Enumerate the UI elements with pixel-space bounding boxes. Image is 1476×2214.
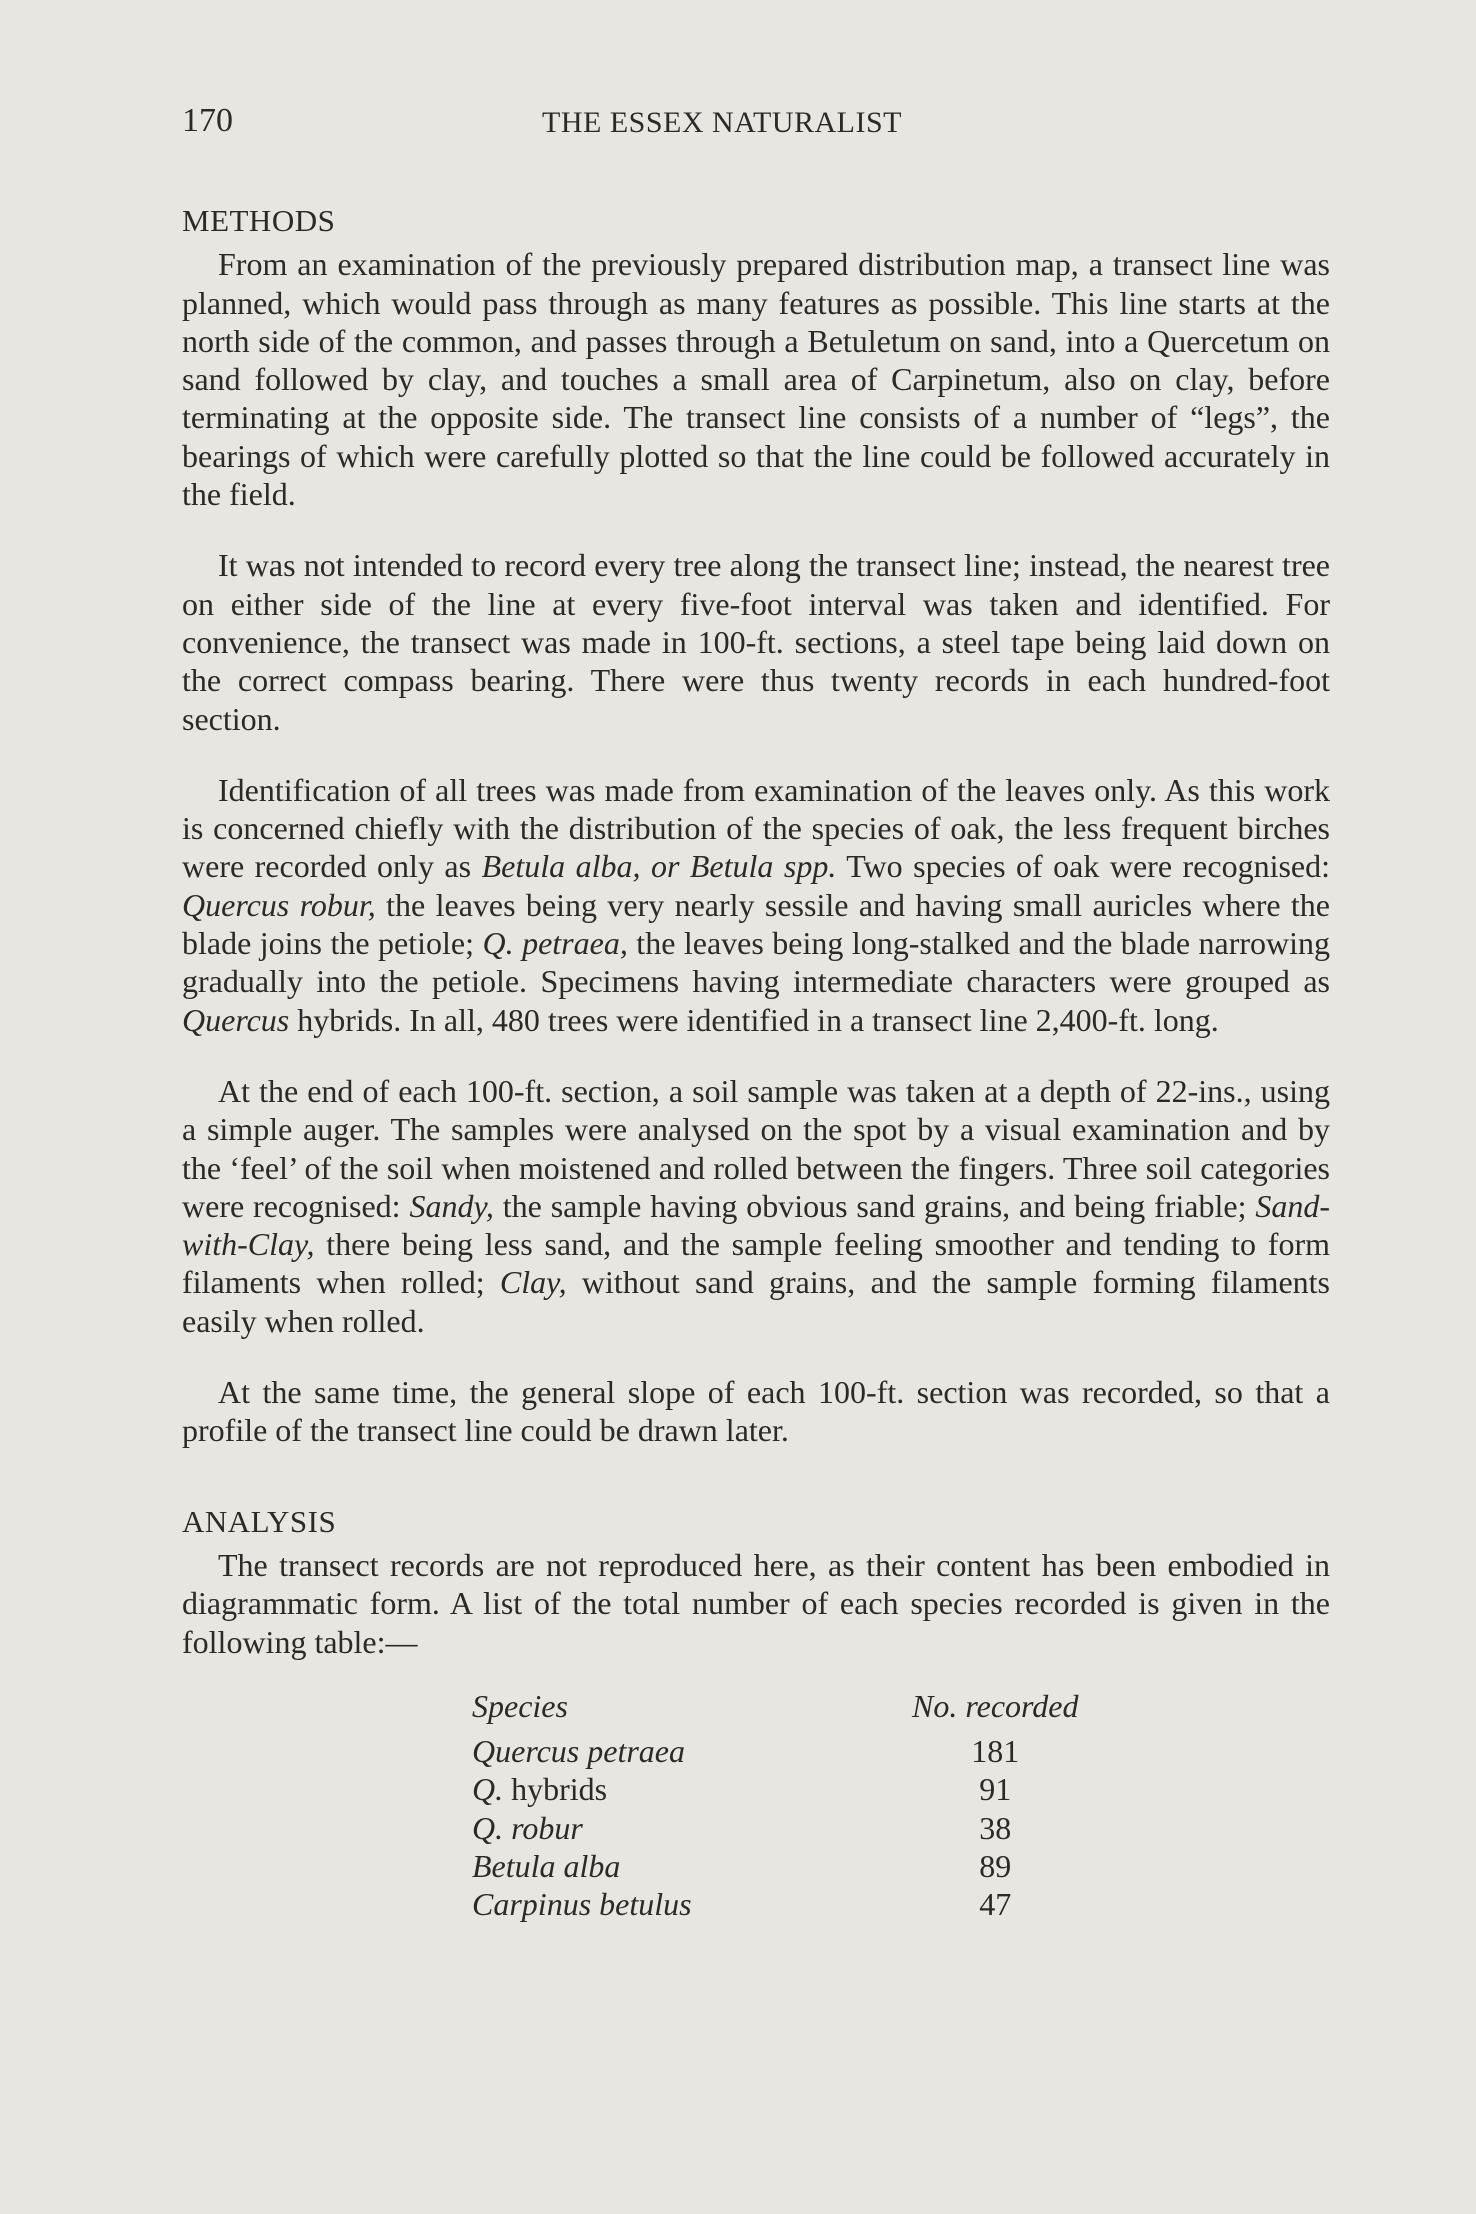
page-number: 170	[182, 102, 233, 139]
species-count: 38	[979, 1809, 1012, 1846]
methods-paragraph-4: At the end of each 100-ft. section, a soil sample was taken at a depth of 22-ins., using a simple auger. The samples were analysed on the spot by a visual examination and by the ‘feel’ of the soil when moistened and rolled between the fingers. Three soil categories were recognised: Sandy, the sample having obvious sand grains, and being friable; Sand-with-Clay, there being less sand, and the sample feeling smoother and tending to form filaments when rolled; Clay, without sand grains, and the sample forming filaments easily when rolled.	[182, 1072, 1331, 1339]
analysis-paragraph-1: The transect records are not reproduced here, as their content has been embodied in diagrammatic form. A list of the total number of each species recorded is given in the following table:—	[182, 1546, 1330, 1660]
species-column-header: Species	[472, 1687, 568, 1724]
methods-paragraph-3: Identification of all trees was made from examination of the leaves only. As this work is concerned chiefly with the distribution of the species of oak, the less frequent birches were recorded only as Betula alba, or Betula spp. Two species of oak were recognised: Quercus robur, the leaves being very nearly sessile and having small auricles where the blade joins the petiole; Q. petraea, the leaves being long-stalked and the blade narrowing gradually into the petiole. Specimens having intermediate characters were grouped as Quercus hybrids. In all, 480 trees were identified in a transect line 2,400-ft. long.	[182, 771, 1331, 1038]
species-row	[472, 1847, 1078, 1885]
methods-paragraph-2: It was not intended to record every tree along the transect line; instead, the nearest tree on either side of the line at every five-foot interval was taken and identified. For convenience, the transect was made in 100-ft. sections, a steel tape being laid down on the correct compass bearing. There were thus twenty records in each hundred-foot section.	[182, 547, 1330, 737]
species-table-header	[472, 1687, 1078, 1732]
page-header	[182, 102, 1330, 142]
species-count: 181	[971, 1733, 1020, 1770]
species-name: Q. robur	[472, 1809, 583, 1846]
count-column-header: No. recorded	[912, 1687, 1079, 1724]
methods-paragraph-5: At the same time, the general slope of each 100-ft. section was recorded, so that a profile of the transect line could be drawn later.	[182, 1374, 1330, 1449]
species-name: Quercus petraea	[472, 1733, 685, 1770]
article-body	[182, 202, 1330, 1924]
species-row	[472, 1770, 1078, 1808]
species-count: 47	[979, 1886, 1012, 1923]
methods-heading: METHODS	[182, 203, 336, 238]
species-name: Q. hybrids	[472, 1771, 608, 1808]
methods-paragraph-1: From an examination of the previously prepared distribution map, a transect line was planned, which would pass through as many features as possible. This line starts at the north side of the common, and passes through a Betuletum on sand, into a Quercetum on sand followed by clay, and touches a small area of Carpinetum, also on clay, before terminating at the opposite side. The transect line consists of a number of “legs”, the bearings of which were carefully plotted so that the line could be followed accurately in the field.	[182, 246, 1330, 513]
species-count: 89	[979, 1847, 1012, 1884]
analysis-heading: ANALYSIS	[182, 1503, 337, 1539]
species-count: 91	[979, 1771, 1012, 1808]
species-row	[472, 1809, 1078, 1847]
running-title: THE ESSEX NATURALIST	[542, 106, 902, 139]
species-table	[472, 1687, 1078, 1924]
species-name: Betula alba	[472, 1847, 621, 1884]
species-name: Carpinus betulus	[472, 1886, 692, 1923]
species-row	[472, 1885, 1078, 1923]
species-row	[472, 1732, 1078, 1770]
